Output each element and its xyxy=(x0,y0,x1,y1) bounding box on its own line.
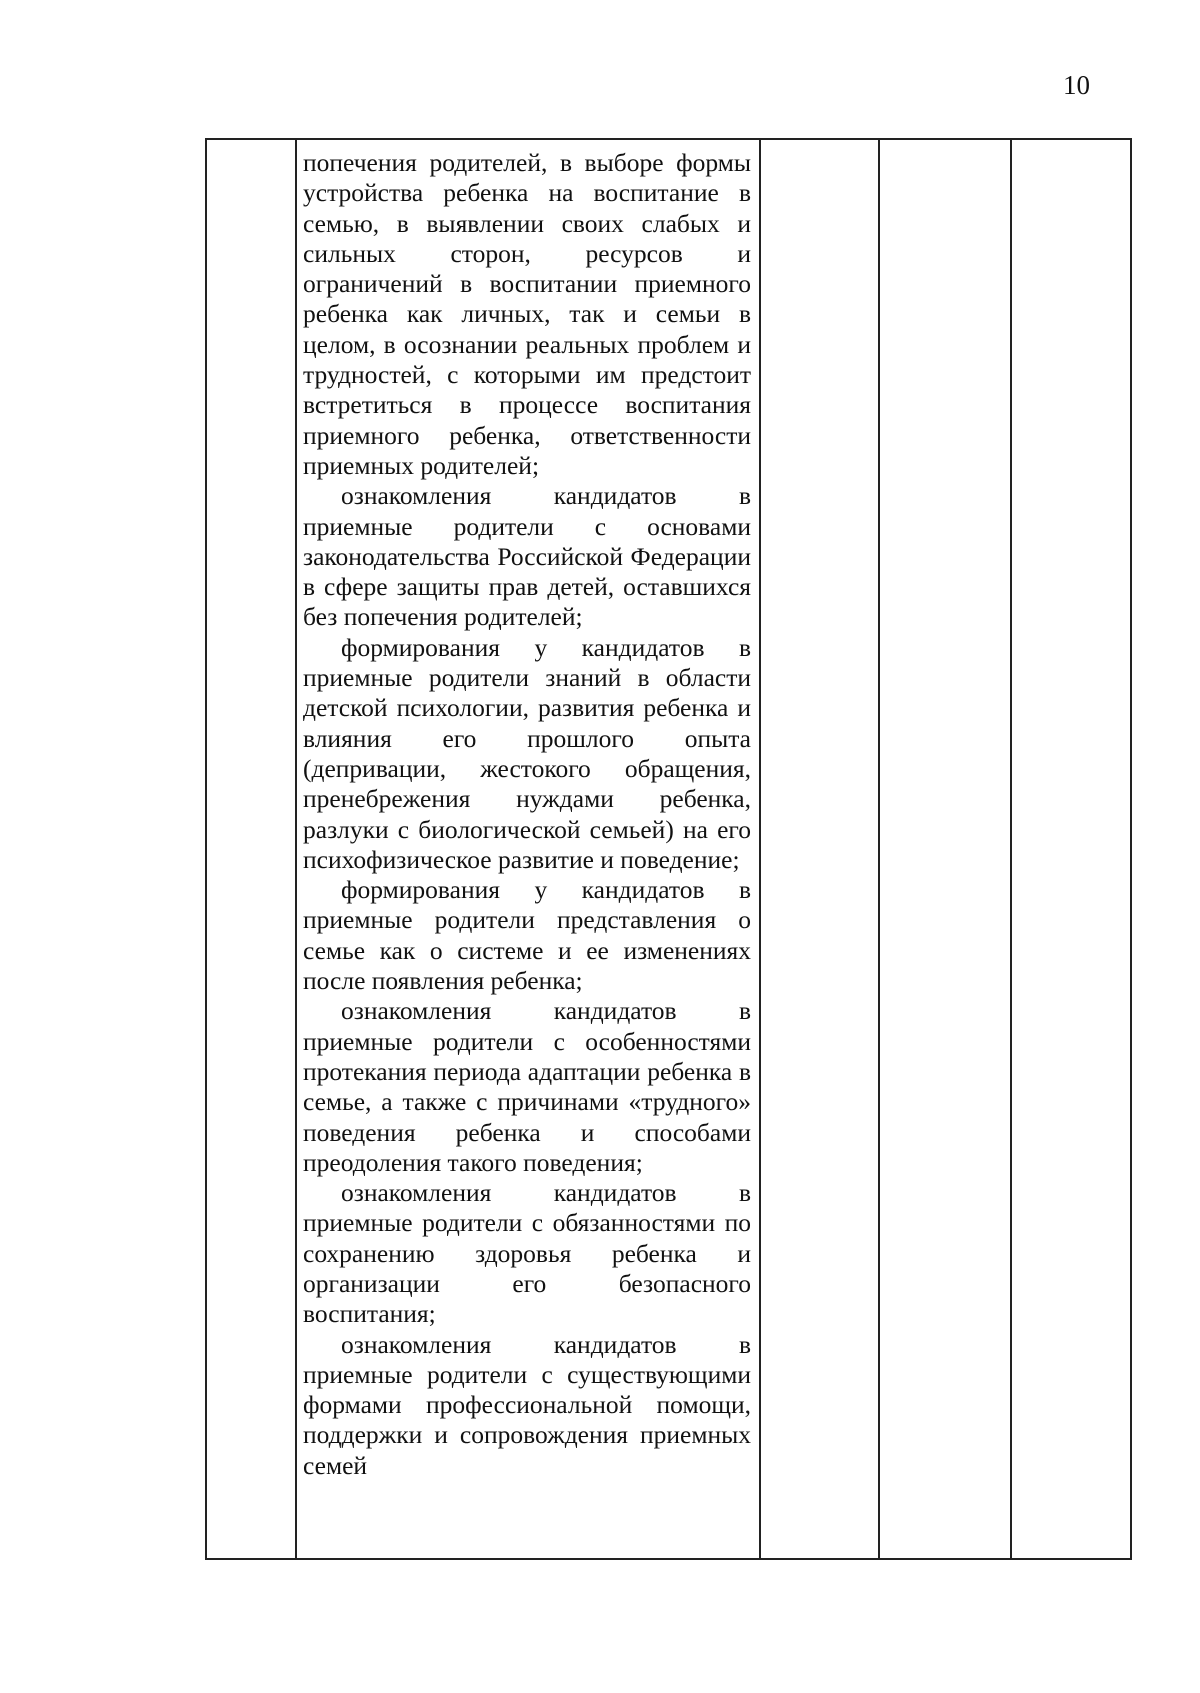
paragraph: ознакомления кандидатов в приемные родители с обязанностями по сохранению здоровья ребенка и организации его безопасного воспитания; xyxy=(303,1178,751,1329)
cell-text-block xyxy=(297,140,759,1481)
document-table xyxy=(205,138,1132,1560)
paragraph: формирования у кандидатов в приемные родители представления о семье как о системе и ее изменениях после появления ребенка; xyxy=(303,875,751,996)
table-cell-empty xyxy=(760,139,879,1559)
table-row xyxy=(206,139,1131,1559)
table-cell-empty xyxy=(1011,139,1131,1559)
paragraph: ознакомления кандидатов в приемные родители с особенностями протекания периода адаптации ребенка в семье, а также с причинами «трудного» поведения ребенка и способами преодоления такого поведения; xyxy=(303,996,751,1177)
table-cell-content xyxy=(296,139,760,1559)
paragraph: ознакомления кандидатов в приемные родители с основами законодательства Российской Федерации в сфере защиты прав детей, оставшихся без попечения родителей; xyxy=(303,481,751,632)
paragraph: попечения родителей, в выборе формы устройства ребенка на воспитание в семью, в выявлении своих слабых и сильных сторон, ресурсов и ограничений в воспитании приемного ребенка как личных, так и семьи в целом, в осознании реальных проблем и трудностей, с которыми им предстоит встретиться в процессе воспитания приемного ребенка, ответственности приемных родителей; xyxy=(303,148,751,480)
table-cell-empty xyxy=(879,139,1011,1559)
paragraph: ознакомления кандидатов в приемные родители с существующими формами профессиональной помощи, поддержки и сопровождения приемных семей xyxy=(303,1329,751,1480)
page-number: 10 xyxy=(1063,70,1090,100)
paragraph: формирования у кандидатов в приемные родители знаний в области детской психологии, развития ребенка и влияния его прошлого опыта (депривации, жестокого обращения, пренебрежения нуждами ребенка, разлуки с биологической семьей) на его психофизическое развитие и поведение; xyxy=(303,632,751,874)
table-cell-number xyxy=(206,139,296,1559)
